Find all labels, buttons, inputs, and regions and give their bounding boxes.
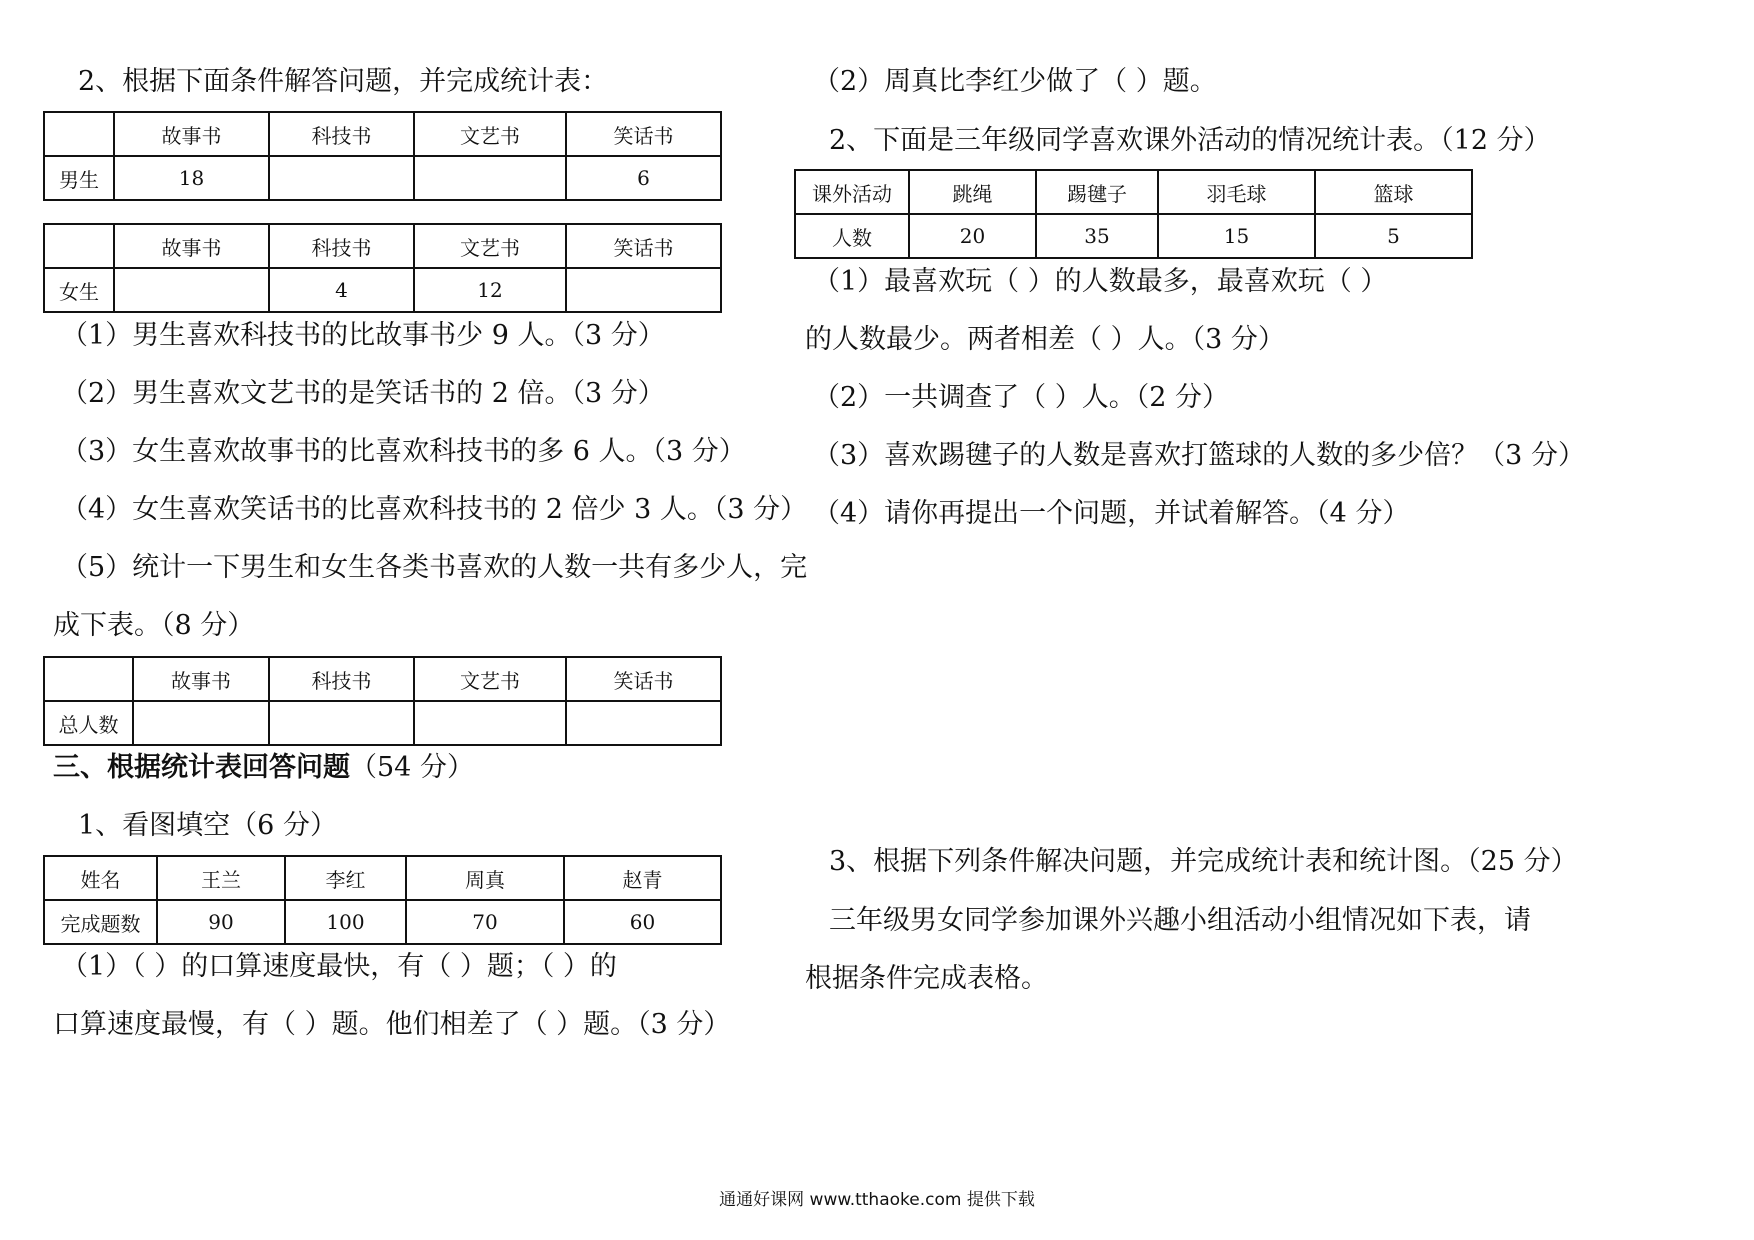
table-header-row (44, 112, 721, 156)
table-cell: 踢毽子 (1036, 170, 1158, 214)
table-cell: 70 (406, 900, 564, 944)
right-q2-2: （2）周真比李红少做了（ ）题。 (813, 66, 1217, 97)
table-cell: 科技书 (269, 112, 414, 156)
table-cell (114, 268, 269, 312)
table-cell: 笑话书 (566, 112, 721, 156)
table-cell: 课外活动 (795, 170, 909, 214)
table-row (44, 156, 721, 200)
table-cell (269, 156, 414, 200)
table-cell: 12 (414, 268, 566, 312)
condition-4: （4）女生喜欢笑话书的比喜欢科技书的 2 倍少 3 人。（3 分） (61, 494, 808, 525)
table-cell: 李红 (285, 856, 406, 900)
condition-2: （2）男生喜欢文艺书的是笑话书的 2 倍。（3 分） (61, 378, 665, 409)
table-header-row (44, 657, 721, 701)
table-cell: 完成题数 (44, 900, 157, 944)
table-cell: 文艺书 (414, 657, 566, 701)
table-row (44, 268, 721, 312)
table-total (43, 656, 722, 746)
table-cell (44, 657, 133, 701)
table-header-row (44, 856, 721, 900)
table-cell: 4 (269, 268, 414, 312)
table-cell: 女生 (44, 268, 114, 312)
table-cell: 科技书 (269, 224, 414, 268)
table-cell: 篮球 (1315, 170, 1472, 214)
section-3-title-points: （54 分） (350, 752, 474, 783)
table-cell: 60 (564, 900, 721, 944)
table-row (44, 701, 721, 745)
table-row (795, 214, 1472, 258)
table-cell: 王兰 (157, 856, 285, 900)
table-cell: 18 (114, 156, 269, 200)
table-cell (566, 268, 721, 312)
table-activity (794, 169, 1473, 259)
table-cell: 故事书 (133, 657, 269, 701)
right-line-3: （2）一共调查了（ ）人。（2 分） (813, 382, 1230, 413)
table-cell: 笑话书 (566, 657, 721, 701)
right-q3-title: 3、根据下列条件解决问题，并完成统计表和统计图。（25 分） (829, 846, 1578, 877)
condition-5-cont: 成下表。（8 分） (53, 610, 255, 641)
s3-q1-line2: 口算速度最慢，有（ ）题。他们相差了（ ）题。（3 分） (53, 1009, 731, 1040)
table-cell: 故事书 (114, 224, 269, 268)
table-cell: 35 (1036, 214, 1158, 258)
table-row (44, 900, 721, 944)
s3-q1-title: 1、看图填空（6 分） (78, 810, 337, 841)
right-line-5: （4）请你再提出一个问题，并试着解答。（4 分） (813, 498, 1410, 529)
table-cell: 100 (285, 900, 406, 944)
table-cell: 5 (1315, 214, 1472, 258)
right-line-2: 的人数最少。两者相差（ ）人。（3 分） (805, 324, 1285, 355)
right-q3-line2: 根据条件完成表格。 (805, 963, 1048, 994)
table-cell (44, 112, 114, 156)
table-cell: 科技书 (269, 657, 414, 701)
table-cell: 文艺书 (414, 112, 566, 156)
table-cell (414, 156, 566, 200)
table-scores (43, 855, 722, 945)
table-cell: 周真 (406, 856, 564, 900)
table-header-row (44, 224, 721, 268)
condition-3: （3）女生喜欢故事书的比喜欢科技书的多 6 人。（3 分） (61, 436, 746, 467)
condition-5: （5）统计一下男生和女生各类书喜欢的人数一共有多少人，完 (61, 552, 808, 583)
right-line-1: （1）最喜欢玩（ ）的人数最多，最喜欢玩（ ） (813, 266, 1388, 297)
right-line-4: （3）喜欢踢毽子的人数是喜欢打篮球的人数的多少倍？（3 分） (813, 440, 1585, 471)
s3-q1-line1: （1）（ ）的口算速度最快，有（ ）题；（ ）的 (61, 951, 617, 982)
table-cell (44, 224, 114, 268)
section-3-title (53, 752, 474, 784)
table-cell: 人数 (795, 214, 909, 258)
table-cell: 男生 (44, 156, 114, 200)
table-cell: 故事书 (114, 112, 269, 156)
table-cell (414, 701, 566, 745)
table-cell (133, 701, 269, 745)
table-cell: 20 (909, 214, 1036, 258)
table-cell (566, 701, 721, 745)
table-girls (43, 223, 722, 313)
table-cell: 6 (566, 156, 721, 200)
table-cell: 90 (157, 900, 285, 944)
table-cell: 笑话书 (566, 224, 721, 268)
table-header-row (795, 170, 1472, 214)
table-cell: 姓名 (44, 856, 157, 900)
table-boys (43, 111, 722, 201)
condition-1: （1）男生喜欢科技书的比故事书少 9 人。（3 分） (61, 320, 665, 351)
left-q2-title: 2、根据下面条件解答问题，并完成统计表： (78, 66, 609, 97)
table-cell (269, 701, 414, 745)
section-3-title-bold: 三、根据统计表回答问题 (53, 752, 350, 783)
table-cell: 文艺书 (414, 224, 566, 268)
table-cell: 总人数 (44, 701, 133, 745)
table-cell: 15 (1158, 214, 1315, 258)
footer-source: 通通好课网 www.tthaoke.com 提供下载 (719, 1190, 1035, 1210)
table-cell: 跳绳 (909, 170, 1036, 214)
right-q2-title: 2、下面是三年级同学喜欢课外活动的情况统计表。（12 分） (829, 125, 1551, 156)
table-cell: 赵青 (564, 856, 721, 900)
table-cell: 羽毛球 (1158, 170, 1315, 214)
right-q3-line1: 三年级男女同学参加课外兴趣小组活动小组情况如下表，请 (829, 905, 1531, 936)
